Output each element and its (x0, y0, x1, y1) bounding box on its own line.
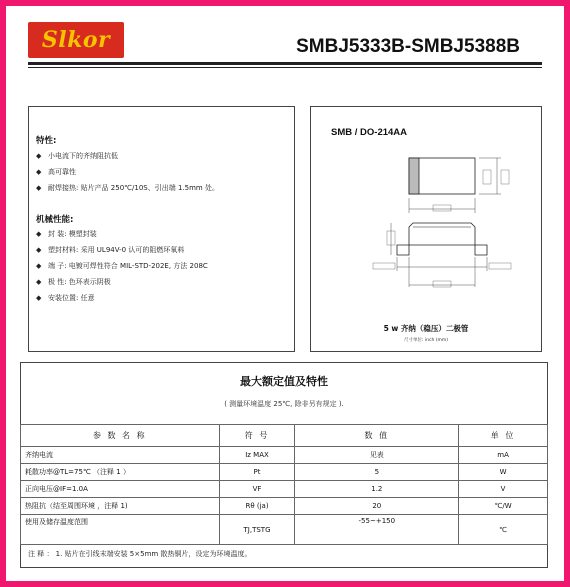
cell-parameter: 耗散功率@TL=75℃ （注释 1 ） (21, 464, 220, 481)
package-panel (310, 106, 542, 352)
cell-value: 见表 (295, 447, 459, 464)
cell-value: 5 (295, 464, 459, 481)
part-number-title: SMBJ5333B-SMBJ5388B (296, 36, 520, 57)
mechanical-title: 机械性能: (36, 215, 74, 225)
mechanical-item: ◆ 封 装: 模塑封装 (36, 230, 97, 238)
feature-item: ◆ 高可靠性 (36, 168, 76, 176)
ratings-title: 最大额定值及特性 (240, 375, 328, 388)
mechanical-item: ◆ 塑封材料: 采用 UL94V-0 认可的阻燃环氧料 (36, 246, 185, 254)
ratings-table-wrapper (20, 424, 548, 545)
feature-item: ◆ 耐焊接热: 贴片产品 250℃/10S、引出端 1.5mm 处。 (36, 184, 219, 192)
cell-symbol: Rθ (ja) (219, 498, 295, 515)
cell-symbol: VF (219, 481, 295, 498)
cell-unit: ℃/W (459, 498, 548, 515)
table-header-row (21, 425, 548, 447)
cell-unit: mA (459, 447, 548, 464)
logo-text: Slkor (41, 27, 111, 53)
cell-symbol: TJ,TSTG (219, 515, 295, 545)
header-rule (28, 62, 542, 65)
package-caption: 5 w 齐纳（稳压）二极管 (383, 324, 469, 333)
mechanical-item: ◆ 端 子: 电镀可焊性符合 MIL-STD-202E, 方法 208C (36, 262, 208, 270)
cell-parameter: 齐纳电流 (21, 447, 220, 464)
cell-unit: V (459, 481, 548, 498)
table-row (21, 515, 548, 545)
ratings-table (20, 424, 548, 545)
features-title: 特性: (36, 136, 57, 146)
cell-value: 1.2 (295, 481, 459, 498)
package-title: SMB / DO-214AA (331, 127, 408, 138)
cell-parameter: 正向电压@IF=1.0A (21, 481, 220, 498)
feature-item: ◆ 小电流下的齐纳阻抗低 (36, 152, 118, 160)
table-row (21, 481, 548, 498)
cell-parameter: 热阻抗（结至周围环境 ，注释 1) (21, 498, 220, 515)
column-header-unit: 单 位 (459, 425, 548, 447)
package-outline-drawing (311, 107, 541, 307)
column-header-parameter: 参 数 名 称 (21, 425, 220, 447)
brand-logo (28, 22, 124, 58)
cell-unit: ℃ (459, 515, 548, 545)
table-row (21, 498, 548, 515)
cell-symbol: Pt (219, 464, 295, 481)
ratings-subtitle: ( 测量环境温度 25℃, 除非另有规定 ). (224, 400, 344, 408)
cell-parameter: 使用及储存温度范围 (21, 515, 220, 545)
package-dimension-note: 尺寸单位: inch (mm) (403, 338, 449, 343)
ratings-footnote: 注 释 ： 1. 贴片在引线末端安装 5×5mm 散热铜片，设定为环境温度。 (28, 550, 252, 558)
column-header-value: 数 值 (295, 425, 459, 447)
cell-symbol: Iz MAX (219, 447, 295, 464)
cell-value: 20 (295, 498, 459, 515)
mechanical-item: ◆ 安装位置: 任意 (36, 294, 95, 302)
cell-value: -55~+150 (295, 515, 459, 545)
mechanical-item: ◆ 极 性: 色环表示阴极 (36, 278, 111, 286)
column-header-symbol: 符 号 (219, 425, 295, 447)
table-row (21, 447, 548, 464)
cell-unit: W (459, 464, 548, 481)
features-panel (28, 106, 295, 352)
table-row (21, 464, 548, 481)
header-rule-thin (28, 67, 542, 68)
